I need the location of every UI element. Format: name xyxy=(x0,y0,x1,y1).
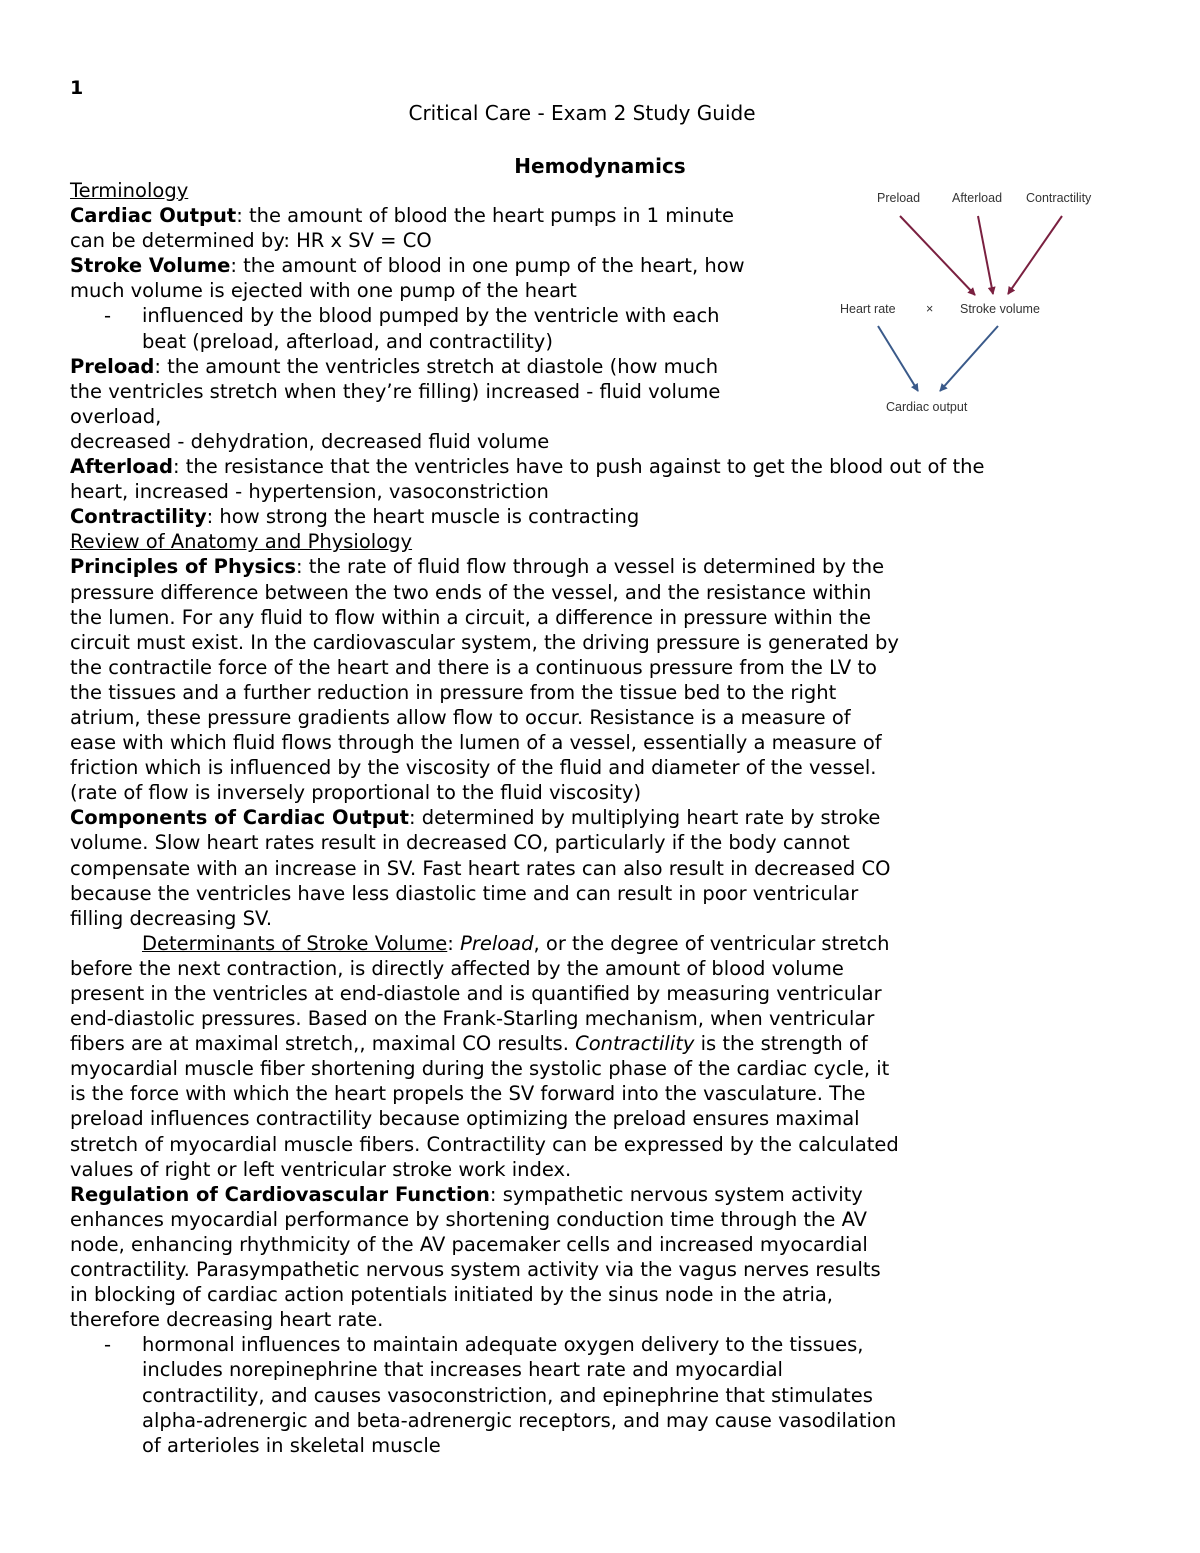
determinants-line: before the next contraction, is directly affected by the amount of blood volume xyxy=(70,956,844,980)
components-line: filling decreasing SV. xyxy=(70,906,273,930)
determinants-line: myocardial muscle fiber shortening during the systolic phase of the cardiac cycle, it xyxy=(70,1057,890,1081)
cardiac-output-line-2: can be determined by: HR x SV = CO xyxy=(70,229,432,253)
regulation-bullet-line: of arterioles in skeletal muscle xyxy=(142,1433,441,1457)
regulation-line: therefore decreasing heart rate. xyxy=(70,1308,384,1332)
determinants-line-5-start: fibers are at maximal stretch,, maximal CO results. xyxy=(70,1032,576,1056)
physics-line: pressure difference between the two ends of the vessel, and the resistance within xyxy=(70,580,872,604)
regulation-bullet-line-1: hormonal influences to maintain adequate oxygen delivery to the tissues, xyxy=(142,1333,864,1357)
diagram-label-contractility: Contractility xyxy=(1026,191,1092,205)
regulation-bullet-line: contractility, and causes vasoconstriction, and epinephrine that stimulates xyxy=(142,1383,873,1407)
page-number: 1 xyxy=(70,77,84,99)
afterload-line-2: heart, increased - hypertension, vasoconstriction xyxy=(70,480,549,504)
preload-line-3: overload, xyxy=(70,404,162,428)
document-title: Critical Care - Exam 2 Study Guide xyxy=(408,101,756,125)
determinants-line: is the force with which the heart propels the SV forward into the vasculature. The xyxy=(70,1082,866,1106)
regulation-line: node, enhancing rhythmicity of the AV pacemaker cells and increased myocardial xyxy=(70,1232,868,1256)
components-line: because the ventricles have less diastolic time and can result in poor ventricular xyxy=(70,881,859,905)
afterload-line-1: : the resistance that the ventricles have to push against to get the blood out of the xyxy=(172,455,985,479)
stroke-volume-bullet-line-2: beat (preload, afterload, and contractility) xyxy=(142,329,553,353)
regulation-line: enhances myocardial performance by shortening conduction time through the AV xyxy=(70,1207,868,1231)
physics-line: friction which is influenced by the viscosity of the fluid and diameter of the vessel. xyxy=(70,756,877,780)
cardiac-output-definition xyxy=(70,203,1130,228)
review-heading: Review of Anatomy and Physiology xyxy=(70,530,413,554)
physics-line: circuit must exist. In the cardiovascular system, the driving pressure is generated by xyxy=(70,630,899,654)
determinants-line: preload influences contractility because optimizing the preload ensures maximal xyxy=(70,1107,860,1131)
physics-definition xyxy=(70,554,1130,579)
components-line: compensate with an increase in SV. Fast heart rates can also result in decreased CO xyxy=(70,856,891,880)
afterload-definition xyxy=(70,454,1130,479)
determinants-line-5-end: is the strength of xyxy=(694,1032,868,1056)
determinants-line-1-rest: , or the degree of ventricular stretch xyxy=(533,931,890,955)
bullet-mark: - xyxy=(104,1333,112,1357)
stroke-volume-bullet xyxy=(70,303,1130,328)
regulation-bullet xyxy=(70,1332,1130,1357)
contractility-definition xyxy=(70,504,1130,529)
physics-line: the lumen. For any fluid to flow within a circuit, a difference in pressure within the xyxy=(70,605,871,629)
cardiac-output-line-1: : the amount of blood the heart pumps in 1 minute xyxy=(236,204,735,228)
components-line-1: : determined by multiplying heart rate by stroke xyxy=(408,806,881,830)
diagram-label-preload: Preload xyxy=(877,191,921,205)
regulation-bullet-line: alpha-adrenergic and beta-adrenergic receptors, and may cause vasodilation xyxy=(142,1408,897,1432)
determinants-heading: Determinants of Stroke Volume xyxy=(142,931,448,955)
diagram-label-heart-rate: Heart rate xyxy=(840,302,896,316)
physics-line: ease with which fluid flows through the lumen of a vessel, essentially a measure of xyxy=(70,731,882,755)
preload-line-1: : the amount the ventricles stretch at diastole (how much xyxy=(154,354,719,378)
regulation-definition xyxy=(70,1182,1130,1207)
physics-line: the contractile force of the heart and there is a continuous pressure from the LV to xyxy=(70,655,877,679)
preload-line-4: decreased - dehydration, decreased fluid volume xyxy=(70,429,550,453)
preload-term: Preload xyxy=(70,354,155,378)
stroke-volume-line-1: : the amount of blood in one pump of the heart, how xyxy=(230,254,745,278)
stroke-volume-bullet-line-1: influenced by the blood pumped by the ventricle with each xyxy=(142,304,720,328)
regulation-line: in blocking of cardiac action potentials initiated by the sinus node in the atria, xyxy=(70,1283,834,1307)
determinants-line: stretch of myocardial muscle fibers. Contractility can be expressed by the calculated xyxy=(70,1132,899,1156)
contractility-line-1: : how strong the heart muscle is contracting xyxy=(206,505,640,529)
contractility-term: Contractility xyxy=(70,505,207,529)
determinants-line: present in the ventricles at end-diastole and is quantified by measuring ventricular xyxy=(70,982,882,1005)
cardiac-output-term: Cardiac Output xyxy=(70,204,237,228)
diagram-label-times: × xyxy=(926,302,934,316)
regulation-term: Regulation of Cardiovascular Function xyxy=(70,1182,490,1206)
stroke-volume-term: Stroke Volume xyxy=(70,254,231,278)
preload-line-2: the ventricles stretch when they’re filling) increased - fluid volume xyxy=(70,379,721,403)
physics-line: (rate of flow is inversely proportional to the fluid viscosity) xyxy=(70,781,642,805)
determinants-preload-italic: Preload xyxy=(460,931,534,955)
determinants-paragraph-start xyxy=(70,931,1130,956)
stroke-volume-definition xyxy=(70,253,1130,278)
physics-line-1: : the rate of fluid flow through a vessel is determined by the xyxy=(296,555,885,579)
regulation-line: contractility. Parasympathetic nervous system activity via the vagus nerves results xyxy=(70,1258,881,1282)
regulation-bullet-line: includes norepinephrine that increases heart rate and myocardial xyxy=(142,1358,783,1382)
section-title: Hemodynamics xyxy=(514,154,686,178)
components-line: volume. Slow heart rates result in decreased CO, particularly if the body cannot xyxy=(70,831,850,855)
physics-line: the tissues and a further reduction in pressure from the tissue bed to the right xyxy=(70,680,837,704)
preload-definition xyxy=(70,354,1130,379)
diagram-label-stroke-volume: Stroke volume xyxy=(960,302,1040,316)
afterload-term: Afterload xyxy=(70,455,173,479)
bullet-mark: - xyxy=(104,304,112,328)
physics-line: atrium, these pressure gradients allow flow to occur. Resistance is a measure of xyxy=(70,705,851,729)
determinants-line: end-diastolic pressures. Based on the Frank-Starling mechanism, when ventricular xyxy=(70,1007,875,1031)
determinants-line-5 xyxy=(70,1031,1130,1056)
determinants-contractility-italic: Contractility xyxy=(575,1032,695,1056)
diagram-label-cardiac-output: Cardiac output xyxy=(886,400,968,414)
terminology-heading: Terminology xyxy=(70,179,189,202)
diagram-label-afterload: Afterload xyxy=(952,191,1003,205)
components-term: Components of Cardiac Output xyxy=(70,806,409,830)
physics-term: Principles of Physics xyxy=(70,555,296,579)
determinants-colon: : xyxy=(447,931,461,955)
components-definition xyxy=(70,805,1130,830)
regulation-line-1: : sympathetic nervous system activity xyxy=(489,1182,863,1206)
stroke-volume-line-2: much volume is ejected with one pump of the heart xyxy=(70,279,577,303)
determinants-line: values of right or left ventricular stroke work index. xyxy=(70,1157,572,1181)
body-text xyxy=(70,178,1130,1458)
